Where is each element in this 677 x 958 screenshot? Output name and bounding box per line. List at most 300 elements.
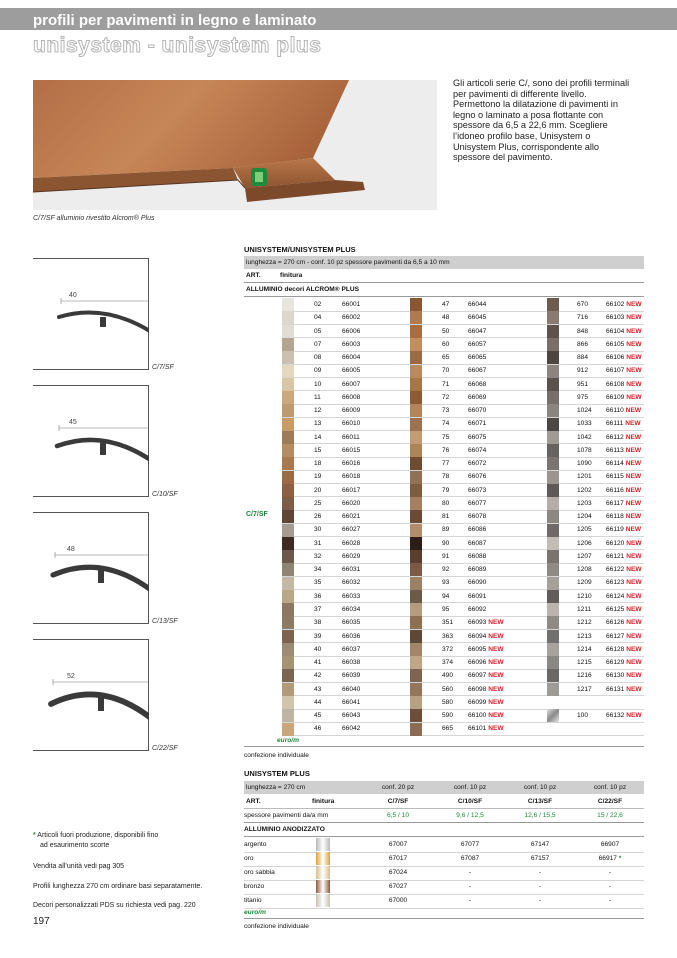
article-code — [342, 686, 360, 693]
article-code — [342, 434, 360, 441]
finish-number: 73 — [442, 407, 450, 415]
table2-code — [510, 855, 570, 862]
finish-number: 11 — [314, 393, 321, 401]
footnote-2: Vendita all’unità vedi pag 305 — [33, 863, 125, 870]
article-code-value: 66068 — [468, 380, 487, 388]
article-code-value: 66010 — [342, 420, 361, 428]
article-code — [342, 420, 360, 427]
table2-spessore: 9,6 / 12,5 — [456, 812, 484, 819]
article-code — [606, 434, 641, 441]
article-code-value: 66086 — [468, 526, 487, 534]
table-row-divider — [282, 351, 644, 352]
article-code — [468, 593, 486, 600]
article-code-value: 66038 — [342, 659, 361, 667]
article-code-value: 66065 — [468, 354, 487, 362]
table2-finish: bronzo — [244, 883, 265, 890]
finish-swatch — [547, 643, 559, 656]
finish-number: 665 — [442, 725, 454, 733]
article-code-value: 66044 — [468, 301, 487, 308]
finish-number: 95 — [442, 605, 450, 613]
finish-swatch — [282, 603, 294, 616]
finish-number: 45 — [314, 712, 322, 720]
table2-euro: euro/m — [244, 909, 266, 916]
article-code-value: 66097 — [468, 672, 487, 680]
table2-code-value: 67087 — [460, 855, 480, 862]
finish-number: 866 — [577, 340, 589, 348]
finish-swatch — [547, 338, 559, 351]
finish-swatch — [282, 471, 294, 484]
finish-swatch — [410, 418, 422, 431]
article-code-value: 66105 — [606, 340, 625, 348]
finish-number: 25 — [314, 499, 322, 507]
article-code — [606, 341, 642, 348]
finish-swatch — [282, 365, 294, 378]
finish-number: 590 — [442, 712, 454, 720]
profile-section-drawing — [33, 386, 149, 498]
finish-swatch — [282, 378, 294, 391]
article-code — [606, 619, 642, 626]
finish-number: 93 — [442, 579, 450, 587]
article-code — [468, 460, 486, 467]
new-badge: NEW — [626, 327, 642, 335]
article-code-value: 66101 — [468, 725, 487, 733]
finish-swatch — [547, 444, 559, 457]
new-badge: NEW — [488, 712, 504, 720]
article-code-value: 66031 — [342, 566, 361, 574]
table2-conf: conf. 10 pz — [453, 784, 487, 791]
article-code — [468, 579, 486, 586]
article-code-value: 66042 — [342, 725, 361, 733]
finish-swatch — [410, 471, 422, 484]
article-code-value: 66069 — [468, 393, 487, 401]
article-code — [342, 725, 360, 732]
profile-width-dimension: 45 — [69, 419, 77, 426]
finish-swatch — [282, 418, 294, 431]
article-code-value: 66114 — [606, 460, 624, 468]
finish-swatch — [547, 709, 559, 722]
finish-number: 975 — [577, 393, 589, 401]
article-code — [342, 712, 360, 719]
article-code — [342, 487, 360, 494]
table-row-divider — [282, 669, 644, 670]
article-code-value: 66021 — [342, 513, 361, 521]
page-subtitle: unisystem - unisystem plus — [33, 34, 322, 57]
article-code — [606, 354, 642, 361]
finish-swatch — [547, 656, 559, 669]
article-code — [342, 301, 360, 308]
article-code-value: 66119 — [606, 526, 624, 534]
new-badge: NEW — [626, 552, 642, 560]
article-code — [468, 381, 486, 388]
article-code-value: 66006 — [342, 327, 361, 335]
article-code-value: 66067 — [468, 367, 487, 375]
finish-number: 1024 — [577, 407, 592, 415]
article-code — [342, 659, 360, 666]
finish-swatch — [547, 311, 559, 324]
finish-swatch — [282, 404, 294, 417]
new-badge: NEW — [488, 672, 504, 680]
article-code-value: 66098 — [468, 685, 487, 693]
finish-swatch — [547, 497, 559, 510]
article-code — [468, 314, 486, 321]
table2-group: ALLUMINIO ANODIZZATO — [244, 826, 325, 833]
finish-number: 1208 — [577, 566, 592, 574]
finish-number: 12 — [314, 407, 322, 415]
article-code — [468, 606, 486, 613]
finish-swatch — [282, 577, 294, 590]
wood-profile-illustration — [33, 80, 437, 210]
finish-number: 15 — [314, 446, 322, 454]
page-number: 197 — [33, 916, 50, 927]
table2-pack: confezione individuale — [244, 923, 309, 930]
table2-code — [368, 855, 428, 862]
new-badge: NEW — [488, 685, 504, 693]
table-row-divider — [244, 908, 644, 909]
table-row-divider — [244, 880, 644, 881]
table2-code-value: - — [538, 869, 542, 876]
article-code-value: 66015 — [342, 446, 361, 454]
article-code — [606, 633, 642, 640]
new-badge: NEW — [625, 486, 642, 494]
profile-width-dimension: 40 — [69, 292, 77, 299]
article-code-value: 66131 — [606, 685, 625, 693]
finish-swatch — [547, 471, 559, 484]
table2-article: C/22/SF — [597, 798, 623, 805]
finish-number: 71 — [442, 380, 450, 388]
finish-swatch — [547, 484, 559, 497]
article-code — [468, 646, 504, 653]
finish-number: 20 — [314, 486, 322, 494]
new-badge: NEW — [626, 685, 642, 693]
article-code-value: 66128 — [606, 645, 625, 653]
table-row-divider — [244, 866, 644, 867]
photo-caption: C/7/SF alluminio rivestito Alcrom® Plus — [33, 215, 155, 222]
finish-swatch — [282, 656, 294, 669]
article-code-value: 66057 — [468, 340, 487, 348]
article-code — [468, 659, 504, 666]
new-badge: NEW — [626, 354, 642, 362]
table-row-divider — [282, 483, 644, 484]
finish-number: 1217 — [577, 685, 592, 693]
article-code-value: 66091 — [468, 592, 487, 600]
finish-swatch — [410, 616, 422, 629]
article-code — [606, 513, 641, 520]
article-code-value: 66047 — [468, 327, 487, 335]
article-code — [606, 672, 642, 679]
article-code — [342, 633, 360, 640]
finish-number: 1206 — [577, 539, 592, 547]
finish-swatch — [547, 431, 559, 444]
article-code — [468, 725, 504, 732]
article-code-value: 66011 — [342, 433, 360, 441]
article-code-value: 66089 — [468, 566, 487, 574]
new-badge: NEW — [626, 393, 642, 401]
finish-swatch — [282, 683, 294, 696]
table2-code — [510, 841, 570, 848]
table2-finish: oro — [244, 855, 254, 862]
article-code — [342, 579, 360, 586]
table-row-divider — [282, 430, 644, 431]
article-code-value: 66035 — [342, 619, 361, 627]
finish-swatch — [410, 590, 422, 603]
article-code — [606, 659, 642, 666]
finish-number: 18 — [314, 460, 322, 468]
article-code-value: 66125 — [606, 605, 625, 613]
finish-number: 07 — [314, 340, 322, 348]
article-code-value: 66109 — [606, 393, 625, 401]
article-code-value: 66043 — [342, 712, 361, 720]
table2-code-value: - — [538, 897, 542, 904]
new-badge: NEW — [488, 619, 504, 627]
finish-swatch — [547, 365, 559, 378]
table2-code-value: - — [608, 883, 612, 890]
finish-number: 90 — [442, 539, 450, 547]
article-code-value: 66033 — [342, 592, 361, 600]
finish-swatch — [410, 669, 422, 682]
article-code — [468, 341, 486, 348]
table2-code-value: 67027 — [388, 883, 408, 890]
article-code — [342, 314, 360, 321]
finish-swatch — [282, 590, 294, 603]
profile-box — [33, 512, 149, 624]
finish-swatch — [282, 696, 294, 709]
finish-number: 884 — [577, 354, 589, 362]
article-code-value: 66129 — [606, 659, 625, 667]
article-code-value: 66130 — [606, 672, 625, 680]
table2-code — [368, 869, 428, 876]
new-badge: NEW — [625, 420, 641, 428]
finish-number: 92 — [442, 566, 450, 574]
finish-swatch — [410, 550, 422, 563]
finish-swatch — [547, 351, 559, 364]
article-code — [606, 606, 642, 613]
finish-number: 363 — [442, 632, 454, 640]
footnote-1: * Articoli fuori produzione, disponibili fino — [33, 832, 159, 839]
article-code — [468, 513, 486, 520]
finish-number: 1207 — [577, 552, 592, 560]
finish-number: 38 — [314, 619, 322, 627]
new-badge: NEW — [488, 725, 504, 733]
finish-swatch — [410, 723, 422, 736]
table-row-divider — [282, 589, 644, 590]
table1-title: UNISYSTEM/UNISYSTEM PLUS — [244, 245, 356, 254]
new-badge: NEW — [626, 566, 642, 574]
article-code — [606, 460, 641, 467]
table2-code — [440, 841, 500, 848]
finish-swatch — [282, 709, 294, 722]
article-code — [342, 540, 360, 547]
article-code-value: 66003 — [342, 340, 361, 348]
new-badge: NEW — [488, 698, 504, 706]
table-row-divider — [282, 404, 644, 405]
article-code-value: 66111 — [606, 420, 624, 428]
finish-swatch — [410, 577, 422, 590]
new-badge: NEW — [626, 605, 642, 613]
article-code-value: 66075 — [468, 433, 487, 441]
article-code-value: 66104 — [606, 327, 625, 335]
table-row-divider — [282, 709, 644, 710]
finish-swatch — [282, 391, 294, 404]
table2-code-value: - — [608, 869, 612, 876]
finish-number: 34 — [314, 566, 322, 574]
finish-swatch — [547, 510, 559, 523]
article-code-value: 66004 — [342, 354, 361, 362]
finish-number: 14 — [314, 433, 322, 441]
finish-swatch — [410, 325, 422, 338]
finish-swatch — [282, 325, 294, 338]
new-badge: NEW — [488, 632, 504, 640]
profile-section-drawing — [33, 259, 149, 371]
article-code — [606, 367, 642, 374]
article-code-value: 66094 — [468, 632, 487, 640]
finish-number: 1209 — [577, 579, 592, 587]
finish-number: 09 — [314, 367, 322, 375]
article-code-value: 66001 — [342, 301, 361, 308]
article-code — [606, 566, 642, 573]
finish-number: 81 — [442, 513, 450, 521]
finish-number: 05 — [314, 327, 322, 335]
table2-code-value: - — [468, 883, 472, 890]
finish-number: 36 — [314, 592, 322, 600]
article-code-value: 66037 — [342, 645, 361, 653]
finish-swatch — [547, 404, 559, 417]
article-code-value: 66103 — [606, 314, 625, 322]
article-code-value: 66076 — [468, 473, 487, 481]
finish-swatch — [547, 603, 559, 616]
finish-number: 372 — [442, 645, 454, 653]
table-row-divider — [282, 457, 644, 458]
discontinued-star: * — [616, 855, 622, 862]
table2-spessore: 6,5 / 10 — [387, 812, 409, 819]
table1-divider — [244, 282, 644, 283]
finish-number: 31 — [314, 539, 322, 547]
finish-number: 1202 — [577, 486, 592, 494]
article-code-value: 66123 — [606, 579, 625, 587]
new-badge: NEW — [488, 645, 504, 653]
article-code — [606, 686, 642, 693]
finish-number: 30 — [314, 526, 322, 534]
article-code-value: 66126 — [606, 619, 625, 627]
table-row-divider — [282, 629, 644, 630]
article-code-value: 66088 — [468, 552, 487, 560]
table2-code-value: 67147 — [530, 841, 550, 848]
article-code — [468, 526, 486, 533]
new-badge: NEW — [626, 632, 642, 640]
article-code-value: 66124 — [606, 592, 625, 600]
finish-number: 89 — [442, 526, 450, 534]
finish-swatch — [282, 669, 294, 682]
new-badge: NEW — [626, 539, 642, 547]
table2-code — [368, 841, 428, 848]
article-code — [468, 500, 486, 507]
table2-code — [510, 897, 570, 904]
article-code-value: 66072 — [468, 460, 487, 468]
article-code-value: 66099 — [468, 698, 487, 706]
finish-swatch — [282, 298, 294, 311]
article-code-value: 66127 — [606, 632, 625, 640]
finish-swatch — [410, 484, 422, 497]
article-code-value: 66018 — [342, 473, 361, 481]
article-code — [342, 646, 360, 653]
article-code — [342, 341, 360, 348]
finish-number: 02 — [314, 301, 322, 308]
finish-swatch — [282, 338, 294, 351]
table1-divider — [244, 746, 644, 747]
table2-code — [440, 897, 500, 904]
finish-number: 1204 — [577, 513, 592, 521]
finish-number: 1090 — [577, 460, 592, 468]
article-code-value: 66009 — [342, 407, 361, 415]
finish-number: 1201 — [577, 473, 592, 481]
finish-swatch — [282, 497, 294, 510]
finish-number: 1211 — [577, 605, 592, 613]
finish-swatch — [410, 563, 422, 576]
article-code-value: 66041 — [342, 698, 361, 706]
table-row-divider — [282, 656, 644, 657]
new-badge: NEW — [625, 446, 642, 454]
finish-swatch — [410, 709, 422, 722]
finish-swatch — [547, 683, 559, 696]
new-badge: NEW — [625, 499, 642, 507]
article-code-value: 66113 — [606, 446, 624, 454]
article-code-value: 66040 — [342, 685, 361, 693]
table-row-divider — [244, 852, 644, 853]
article-code-value: 66116 — [606, 486, 624, 494]
article-code — [468, 672, 504, 679]
finish-swatch — [410, 431, 422, 444]
table2-code-value: - — [608, 897, 612, 904]
article-code — [606, 301, 642, 308]
profile-section-drawing — [33, 513, 149, 625]
finish-number: 1216 — [577, 672, 592, 680]
article-code-value: 66017 — [342, 486, 361, 494]
table2-finish: titanio — [244, 897, 262, 904]
profile-label: C/13/SF — [152, 618, 178, 625]
finish-swatch — [316, 894, 330, 907]
table2-finish: oro sabbia — [244, 869, 275, 876]
finish-number: 65 — [442, 354, 450, 362]
finish-swatch — [547, 457, 559, 470]
article-code — [606, 473, 641, 480]
finish-swatch — [410, 351, 422, 364]
article-code — [468, 540, 486, 547]
table2-article: C/7/SF — [387, 798, 409, 805]
finish-swatch — [316, 880, 330, 893]
table-row-divider — [282, 390, 644, 391]
finish-swatch — [410, 338, 422, 351]
new-badge: NEW — [626, 314, 642, 322]
new-badge: NEW — [626, 340, 642, 348]
finish-number: 1213 — [577, 632, 592, 640]
table2-code — [580, 897, 640, 904]
article-code — [468, 447, 486, 454]
table-row-divider — [282, 377, 644, 378]
article-code — [468, 699, 504, 706]
finish-number: 41 — [314, 659, 322, 667]
finish-swatch — [282, 444, 294, 457]
finish-swatch — [547, 630, 559, 643]
article-code-value: 66102 — [606, 301, 625, 308]
finish-number: 37 — [314, 605, 322, 613]
table-row-divider — [282, 417, 644, 418]
table-row-divider — [282, 642, 644, 643]
article-code-value: 66132 — [606, 712, 625, 720]
article-code — [468, 473, 486, 480]
table2-code-value: 66917 — [598, 855, 617, 862]
article-code — [606, 420, 641, 427]
table-row-divider — [282, 364, 644, 365]
table2-conf: conf. 10 pz — [593, 784, 627, 791]
